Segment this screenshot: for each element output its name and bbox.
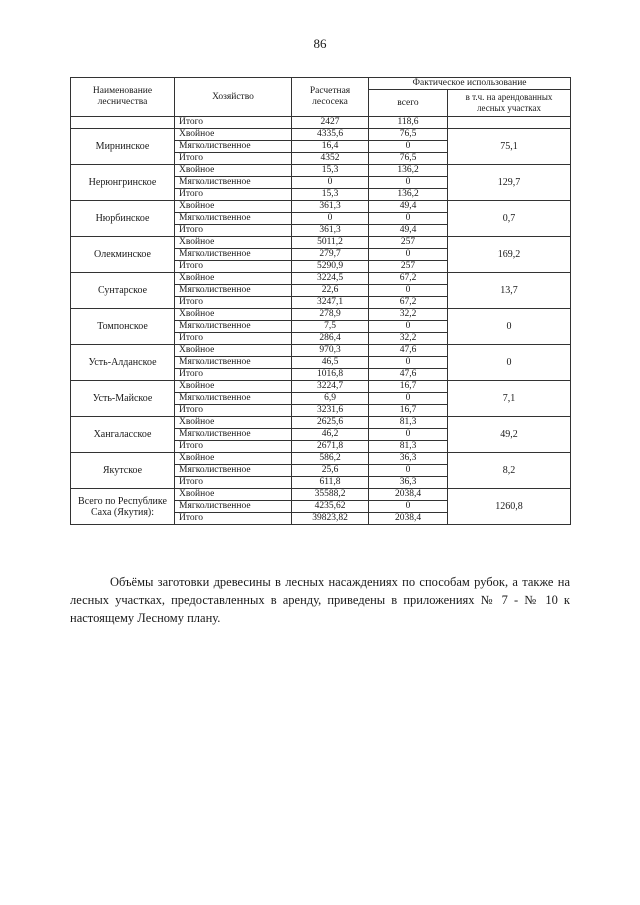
leased-cell: 129,7: [448, 165, 571, 201]
category-cell: Хвойное: [175, 453, 292, 465]
allowable-cell: 0: [292, 177, 369, 189]
total-cell: 0: [369, 393, 448, 405]
allowable-cell: 611,8: [292, 477, 369, 489]
header-total: всего: [369, 90, 448, 117]
category-cell: Итого: [175, 369, 292, 381]
leased-cell: 75,1: [448, 129, 571, 165]
total-cell: 2038,4: [369, 513, 448, 525]
total-cell: 47,6: [369, 369, 448, 381]
allowable-cell: 286,4: [292, 333, 369, 345]
allowable-cell: 4235,62: [292, 501, 369, 513]
total-cell: 36,3: [369, 477, 448, 489]
header-leased: в т.ч. на арендованных лесных участках: [448, 90, 571, 117]
total-cell: 67,2: [369, 273, 448, 285]
category-cell: Хвойное: [175, 165, 292, 177]
allowable-cell: 6,9: [292, 393, 369, 405]
allowable-cell: 4352: [292, 153, 369, 165]
table-row: [71, 165, 571, 177]
allowable-cell: 970,3: [292, 345, 369, 357]
total-cell: 36,3: [369, 453, 448, 465]
table-header: [71, 78, 571, 117]
forestry-name-cell: Усть-Алданское: [71, 345, 175, 381]
allowable-cell: 46,5: [292, 357, 369, 369]
forestry-name-cell: Усть-Майское: [71, 381, 175, 417]
table-row: [71, 309, 571, 321]
category-cell: Мягколиственное: [175, 213, 292, 225]
total-cell: 16,7: [369, 405, 448, 417]
leased-cell: 1260,8: [448, 489, 571, 525]
total-cell: 81,3: [369, 441, 448, 453]
category-cell: Хвойное: [175, 489, 292, 501]
table-row: [71, 237, 571, 249]
forest-use-table: [70, 77, 571, 525]
allowable-cell: 46,2: [292, 429, 369, 441]
category-cell: Мягколиственное: [175, 501, 292, 513]
category-cell: Мягколиственное: [175, 429, 292, 441]
table-row: [71, 129, 571, 141]
total-cell: 0: [369, 285, 448, 297]
category-cell: Итого: [175, 261, 292, 273]
allowable-cell: 35588,2: [292, 489, 369, 501]
category-cell: Итого: [175, 477, 292, 489]
category-cell: Итого: [175, 189, 292, 201]
header-allowable-cut: Расчетная лесосека: [292, 78, 369, 117]
allowable-cell: 1016,8: [292, 369, 369, 381]
category-cell: Итого: [175, 513, 292, 525]
total-cell: 257: [369, 261, 448, 273]
forestry-name-cell: Якутское: [71, 453, 175, 489]
allowable-cell: 15,3: [292, 189, 369, 201]
category-cell: Хвойное: [175, 381, 292, 393]
table-row: [71, 381, 571, 393]
total-cell: 47,6: [369, 345, 448, 357]
page-number: 86: [313, 36, 327, 51]
category-cell: Мягколиственное: [175, 321, 292, 333]
forestry-name-cell: Нюрбинское: [71, 201, 175, 237]
allowable-cell: 3224,7: [292, 381, 369, 393]
forestry-name-cell: Хангаласское: [71, 417, 175, 453]
forestry-name-cell: Всего по Республике Саха (Якутия):: [71, 489, 175, 525]
leased-cell-empty: [448, 117, 571, 129]
category-cell: Хвойное: [175, 345, 292, 357]
table-body: [71, 117, 571, 525]
total-cell: 81,3: [369, 417, 448, 429]
category-cell: Хвойное: [175, 417, 292, 429]
category-cell: Хвойное: [175, 129, 292, 141]
name-cell-empty: [71, 117, 175, 129]
category-cell: Мягколиственное: [175, 465, 292, 477]
total-cell: 2038,4: [369, 489, 448, 501]
header-name: Наименование лесничества: [71, 78, 175, 117]
category-cell: Хвойное: [175, 237, 292, 249]
total-cell: 32,2: [369, 309, 448, 321]
forestry-name-cell: Нерюнгринское: [71, 165, 175, 201]
header-actual-use: Фактическое использование: [369, 78, 571, 90]
total-cell: 0: [369, 465, 448, 477]
leased-cell: 49,2: [448, 417, 571, 453]
category-cell: Хвойное: [175, 273, 292, 285]
allowable-cell: 586,2: [292, 453, 369, 465]
allowable-cell: 3247,1: [292, 297, 369, 309]
total-cell: 0: [369, 357, 448, 369]
total-cell: 76,5: [369, 153, 448, 165]
allowable-cell: 278,9: [292, 309, 369, 321]
total-cell: 0: [369, 177, 448, 189]
table-row: [71, 117, 571, 129]
leased-cell: 0: [448, 309, 571, 345]
allowable-cell: 361,3: [292, 201, 369, 213]
category-cell: Мягколиственное: [175, 177, 292, 189]
category-cell: Итого: [175, 153, 292, 165]
total-cell: 0: [369, 141, 448, 153]
forestry-name-cell: Олекминское: [71, 237, 175, 273]
category-cell: Итого: [175, 405, 292, 417]
total-cell: 0: [369, 429, 448, 441]
body-paragraph: Объёмы заготовки древесины в лесных насаждениях по способам рубок, а также на лесных участках, предоставленных в аренду, приведены в приложениях № 7 - № 10 к настоящему Лесному плану.: [70, 575, 570, 625]
table-row: [71, 273, 571, 285]
total-cell: 257: [369, 237, 448, 249]
category-cell: Мягколиственное: [175, 285, 292, 297]
table-row: [71, 489, 571, 501]
allowable-cell: 7,5: [292, 321, 369, 333]
total-cell: 118,6: [369, 117, 448, 129]
total-cell: 49,4: [369, 201, 448, 213]
allowable-cell: 2427: [292, 117, 369, 129]
leased-cell: 0,7: [448, 201, 571, 237]
category-cell: Итого: [175, 225, 292, 237]
table-row: [71, 417, 571, 429]
category-cell: Хвойное: [175, 309, 292, 321]
allowable-cell: 5011,2: [292, 237, 369, 249]
allowable-cell: 3231,6: [292, 405, 369, 417]
total-cell: 0: [369, 249, 448, 261]
total-cell: 0: [369, 213, 448, 225]
allowable-cell: 3224,5: [292, 273, 369, 285]
forestry-name-cell: Мирнинское: [71, 129, 175, 165]
category-cell: Мягколиственное: [175, 249, 292, 261]
total-cell: 16,7: [369, 381, 448, 393]
allowable-cell: 22,6: [292, 285, 369, 297]
category-cell: Мягколиственное: [175, 357, 292, 369]
leased-cell: 8,2: [448, 453, 571, 489]
category-cell: Мягколиственное: [175, 141, 292, 153]
allowable-cell: 25,6: [292, 465, 369, 477]
allowable-cell: 15,3: [292, 165, 369, 177]
header-household: Хозяйство: [175, 78, 292, 117]
leased-cell: 0: [448, 345, 571, 381]
table-row: [71, 345, 571, 357]
category-cell: Итого: [175, 117, 292, 129]
total-cell: 32,2: [369, 333, 448, 345]
total-cell: 49,4: [369, 225, 448, 237]
total-cell: 67,2: [369, 297, 448, 309]
allowable-cell: 361,3: [292, 225, 369, 237]
allowable-cell: 16,4: [292, 141, 369, 153]
allowable-cell: 5290,9: [292, 261, 369, 273]
total-cell: 76,5: [369, 129, 448, 141]
table-row: [71, 453, 571, 465]
total-cell: 136,2: [369, 189, 448, 201]
allowable-cell: 2625,6: [292, 417, 369, 429]
forestry-name-cell: Сунтарское: [71, 273, 175, 309]
allowable-cell: 4335,6: [292, 129, 369, 141]
allowable-cell: 2671,8: [292, 441, 369, 453]
category-cell: Итого: [175, 333, 292, 345]
category-cell: Хвойное: [175, 201, 292, 213]
allowable-cell: 0: [292, 213, 369, 225]
allowable-cell: 39823,82: [292, 513, 369, 525]
category-cell: Итого: [175, 441, 292, 453]
table-row: [71, 201, 571, 213]
leased-cell: 13,7: [448, 273, 571, 309]
allowable-cell: 279,7: [292, 249, 369, 261]
leased-cell: 169,2: [448, 237, 571, 273]
total-cell: 0: [369, 321, 448, 333]
forestry-name-cell: Томпонское: [71, 309, 175, 345]
leased-cell: 7,1: [448, 381, 571, 417]
total-cell: 136,2: [369, 165, 448, 177]
category-cell: Мягколиственное: [175, 393, 292, 405]
total-cell: 0: [369, 501, 448, 513]
category-cell: Итого: [175, 297, 292, 309]
